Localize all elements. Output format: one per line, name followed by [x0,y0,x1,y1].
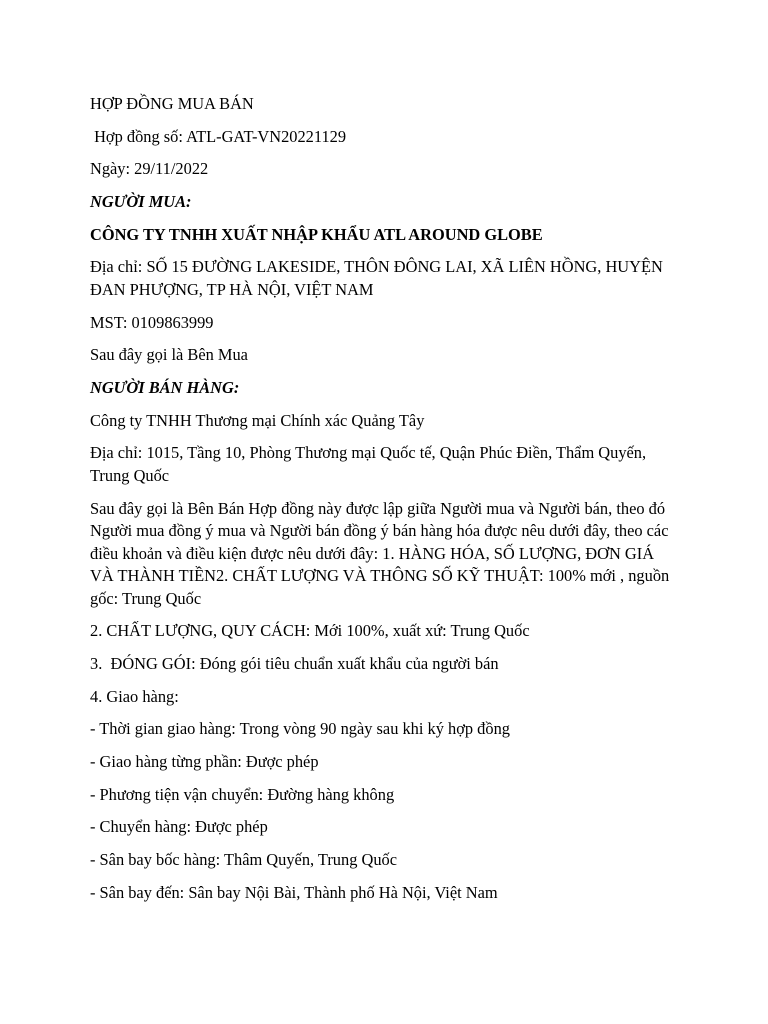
seller-company: Công ty TNHH Thương mại Chính xác Quảng Tây [90,410,425,430]
delivery-item: - Thời gian giao hàng: Trong vòng 90 ngày sau khi ký hợp đồng [90,719,510,739]
document-body [90,93,670,914]
buyer-tax-code: MST: 0109863999 [90,312,214,332]
clause-delivery-heading: 4. Giao hàng: [90,686,179,706]
seller-alias-and-terms: Sau đây gọi là Bên Bán Hợp đồng này được lập giữa Người mua và Người bán, theo đó Người mua đồng ý mua và Người bán đồng ý bán hàng hóa được nêu dưới đây, theo các điều khoản và điều kiện được nêu dưới đây: 1. HÀNG HÓA, SỐ LƯỢNG, ĐƠN GIÁ VÀ THÀNH TIỀN2. CHẤT LƯỢNG VÀ THÔNG SỐ KỸ THUẬT: 100% mới , nguồn gốc: Trung Quốc [90,498,670,608]
clause-packing: 3. ĐÓNG GÓI: Đóng gói tiêu chuẩn xuất khẩu của người bán [90,653,499,673]
buyer-company: CÔNG TY TNHH XUẤT NHẬP KHẨU ATL AROUND GLOBE [90,224,543,244]
buyer-address: Địa chỉ: SỐ 15 ĐƯỜNG LAKESIDE, THÔN ĐÔNG LAI, XÃ LIÊN HỒNG, HUYỆN ĐAN PHƯỢNG, TP HÀ NỘI, VIỆT NAM [90,257,663,299]
delivery-item: - Phương tiện vận chuyển: Đường hàng không [90,784,395,804]
buyer-alias: Sau đây gọi là Bên Mua [90,345,248,365]
delivery-item: - Chuyển hàng: Được phép [90,817,268,837]
delivery-item: - Sân bay đến: Sân bay Nội Bài, Thành phố Hà Nội, Việt Nam [90,882,498,902]
buyer-heading: NGƯỜI MUA: [90,192,192,212]
seller-heading: NGƯỜI BÁN HÀNG: [90,378,240,397]
contract-date: Ngày: 29/11/2022 [90,159,209,179]
clause-quality: 2. CHẤT LƯỢNG, QUY CÁCH: Mới 100%, xuất xứ: Trung Quốc [90,621,530,641]
contract-number: Hợp đồng số: ATL-GAT-VN20221129 [90,126,347,146]
contract-title: HỢP ĐỒNG MUA BÁN [90,94,254,113]
delivery-item: - Sân bay bốc hàng: Thâm Quyến, Trung Quốc [90,850,397,870]
delivery-item: - Giao hàng từng phần: Được phép [90,752,319,771]
seller-address: Địa chỉ: 1015, Tầng 10, Phòng Thương mại Quốc tế, Quận Phúc Điền, Thẩm Quyến, Trung Quốc [90,443,647,485]
